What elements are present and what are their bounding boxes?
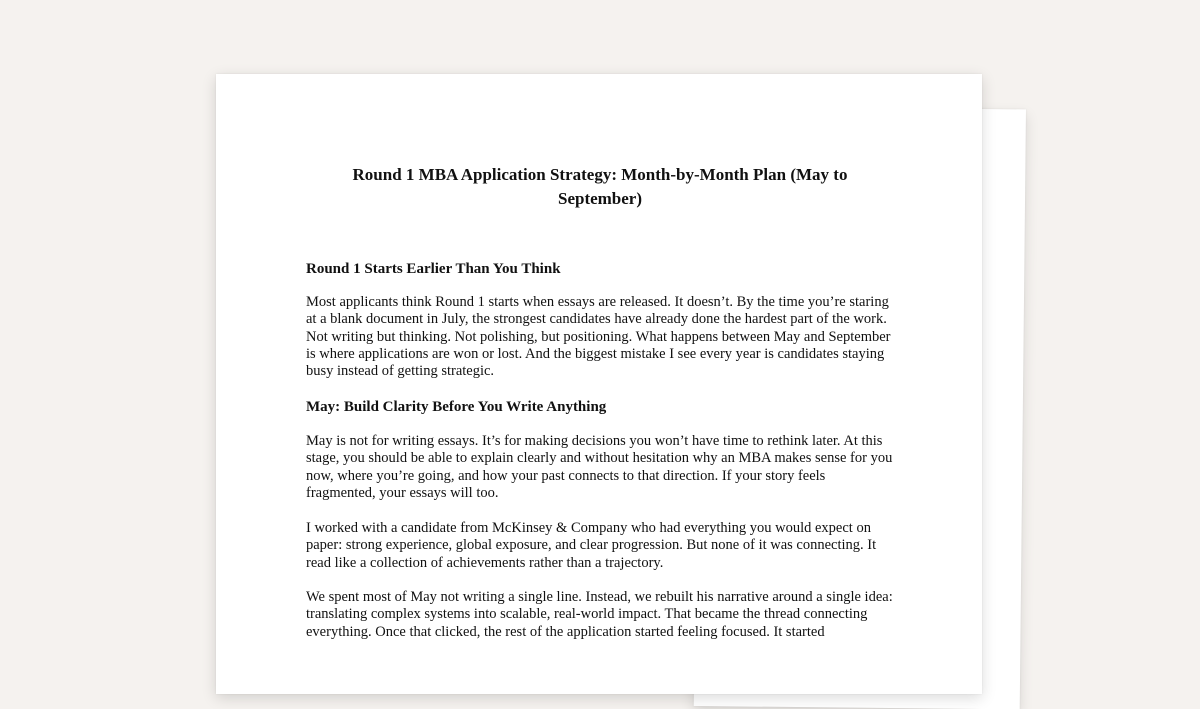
document-title: Round 1 MBA Application Strategy: Month-by-Month Plan (May to September) [352, 165, 848, 208]
section-paragraph [306, 589, 906, 641]
section-paragraph [306, 433, 906, 502]
paragraph: Most applicants think Round 1 starts when essays are released. It doesn’t. By the time you’re staring at a blank document in July, the strongest candidates have already done the hardest part of the work. Not writing but thinking. Not polishing, but positioning. What happens between May and September is where applications are won or lost. And the biggest mistake I see every year is candidates staying busy instead of getting strategic. [306, 294, 891, 380]
section-paragraph [306, 520, 906, 572]
section-round-1 [306, 260, 906, 278]
section-paragraph [306, 294, 906, 380]
section-may [306, 398, 906, 416]
document-page [216, 74, 982, 694]
paragraph: We spent most of May not writing a single line. Instead, we rebuilt his narrative around a single idea: translating complex systems into scalable, real-world impact. That became the thread connecting everything. Once that clicked, the rest of the application started feeling focused. It started [306, 589, 893, 640]
paragraph: I worked with a candidate from McKinsey & Company who had everything you would expect on paper: strong experience, global exposure, and clear progression. But none of it was connecting. It read like a collection of achievements rather than a trajectory. [306, 520, 877, 571]
paragraph: May is not for writing essays. It’s for making decisions you won’t have time to rethink later. At this stage, you should be able to explain clearly and without hesitation why an MBA makes sense for you now, where you’re going, and how your past connects to that direction. If your story feels fragmented, your essays will too. [306, 433, 893, 501]
section-heading: May: Build Clarity Before You Write Anything [306, 399, 607, 415]
section-heading: Round 1 Starts Earlier Than You Think [306, 261, 561, 277]
